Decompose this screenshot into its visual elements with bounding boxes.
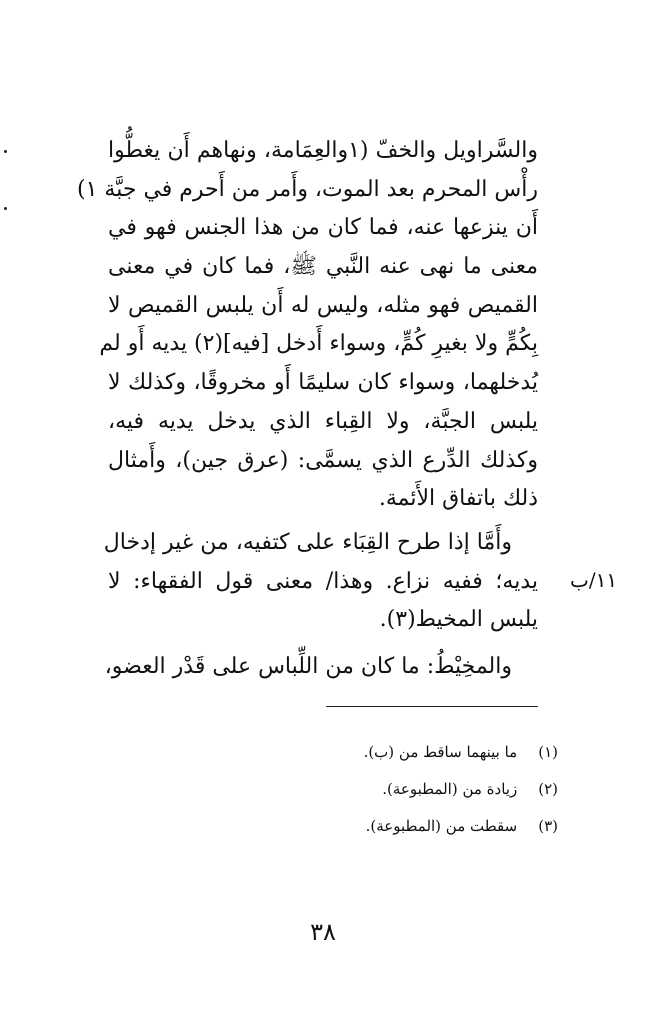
footnote-separator	[326, 706, 538, 707]
text-line: والمخِيْطُ: ما كان من اللِّباس على قَدْر العضو،	[104, 654, 512, 679]
text-line: أَن ينزعها عنه، فما كان من هذا الجنس فهو في	[108, 215, 538, 241]
text-line: يُدخلهما، وسواء كان سليمًا أَو مخروقًا، وكذلك لا	[108, 370, 538, 396]
text-line: بِكُمٍّ ولا بغيرِ كُمٍّ، وسواء أَدخل [فيه](٢) يديه أَو لم	[99, 331, 538, 357]
paragraph-1	[77, 132, 538, 519]
text-line: القميص فهو مثله، وليس له أَن يلبس القميص لا	[108, 292, 538, 318]
text-line: والسَّراويل والخفّ (١والعِمَامة، ونهاهم أَن يغطُّوا	[108, 138, 538, 163]
footnote	[258, 771, 558, 808]
footnote-text: سقطت من (المطبوعة).	[365, 817, 518, 835]
margin-mark	[4, 207, 7, 210]
page-number: ٣٨	[310, 918, 336, 946]
footnote-text: زيادة من (المطبوعة).	[382, 780, 518, 798]
text-line: وأَمَّا إذا طرح القِبَاء على كتفيه، من غير إدخال	[103, 530, 512, 555]
text-line: يلبس الجبَّة، ولا القِباء الذي يدخل يديه فيه،	[108, 408, 538, 434]
text-line: يديه؛ ففيه نزاع. وهذا/ معنى قول الفقهاء: لا	[108, 568, 538, 594]
footnote-number: (٣)	[538, 817, 558, 835]
text-line: معنى ما نهى عنه النَّبي ﷺ، فما كان في معنى	[108, 254, 538, 280]
footnote-number: (١)	[538, 743, 558, 761]
footnote	[258, 808, 558, 845]
text-line: رأْس المحرم بعد الموت، وأَمر من أَحرم في جبَّة ١)	[77, 176, 538, 202]
text-line: وكذلك الدِّرع الذي يسمَّى: (عرق جين)، وأَمثال	[108, 447, 538, 473]
footnotes	[258, 734, 558, 845]
footnote-number: (٢)	[538, 780, 558, 798]
text-line: ذلك باتفاق الأَئمة.	[378, 486, 538, 512]
paragraph-2	[103, 524, 538, 640]
manuscript-folio-note: ١١/ب	[570, 568, 618, 592]
paragraph-3	[104, 648, 538, 687]
text-line: يلبس المخيط(٣).	[379, 607, 538, 633]
footnote	[258, 734, 558, 771]
footnote-text: ما بينهما ساقط من (ب).	[363, 743, 518, 761]
margin-mark	[4, 150, 7, 153]
